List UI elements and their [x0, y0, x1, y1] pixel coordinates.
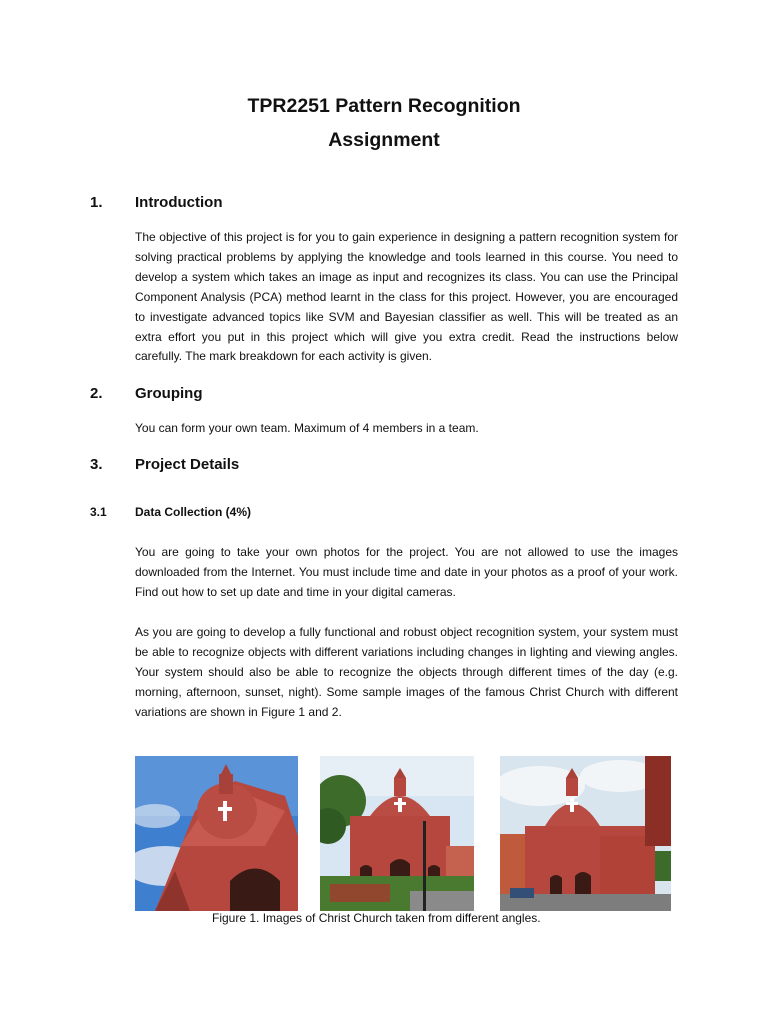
subsection-heading-data-collection: Data Collection (4%) [135, 505, 252, 519]
document-subtitle: Assignment [328, 129, 440, 151]
document-title: TPR2251 Pattern Recognition [247, 95, 521, 117]
figure-caption: Figure 1. Images of Christ Church taken from different angles. [212, 911, 541, 925]
section-number: 2. [90, 385, 103, 402]
christ-church-front-photo [320, 756, 474, 911]
introduction-paragraph: The objective of this project is for you to gain experience in designing a pattern recognition system for solving practical problems by applying the knowledge and tools learned in this course. You need to develop a system which takes an image as input and recognizes its class. You can use the Principal Component Analysis (PCA) method learnt in the class for this project. However, you are encouraged to investigate advanced topics like SVM and Bayesian classifier as well. This will be treated as an extra effort you put in this project which will give you extra credit. Read the instructions below carefully. The mark breakdown for each activity is given. [135, 230, 678, 364]
section-heading-project-details: Project Details [135, 456, 240, 473]
christ-church-low-angle-photo [135, 756, 298, 911]
christ-church-street-photo [500, 756, 671, 911]
section-heading-introduction: Introduction [135, 194, 223, 211]
subsection-number: 3.1 [90, 505, 107, 519]
data-collection-paragraph-1: You are going to take your own photos for the project. You are not allowed to use the images downloaded from the Internet. You must include time and date in your photos as a proof of your work. Find out how to set up date and time in your digital cameras. [135, 545, 678, 599]
section-number: 1. [90, 194, 103, 211]
data-collection-paragraph-2: As you are going to develop a fully functional and robust object recognition system, your system must be able to recognize objects with different variations including changes in lighting and viewing angles. Your system should also be able to recognize the objects through different times of the day (e.g. morning, afternoon, sunset, night). Some sample images of the famous Christ Church with different variations are shown in Figure 1 and 2. [135, 625, 678, 719]
section-number: 3. [90, 456, 103, 473]
section-heading-grouping: Grouping [135, 385, 203, 402]
grouping-paragraph: You can form your own team. Maximum of 4 members in a team. [135, 421, 479, 435]
